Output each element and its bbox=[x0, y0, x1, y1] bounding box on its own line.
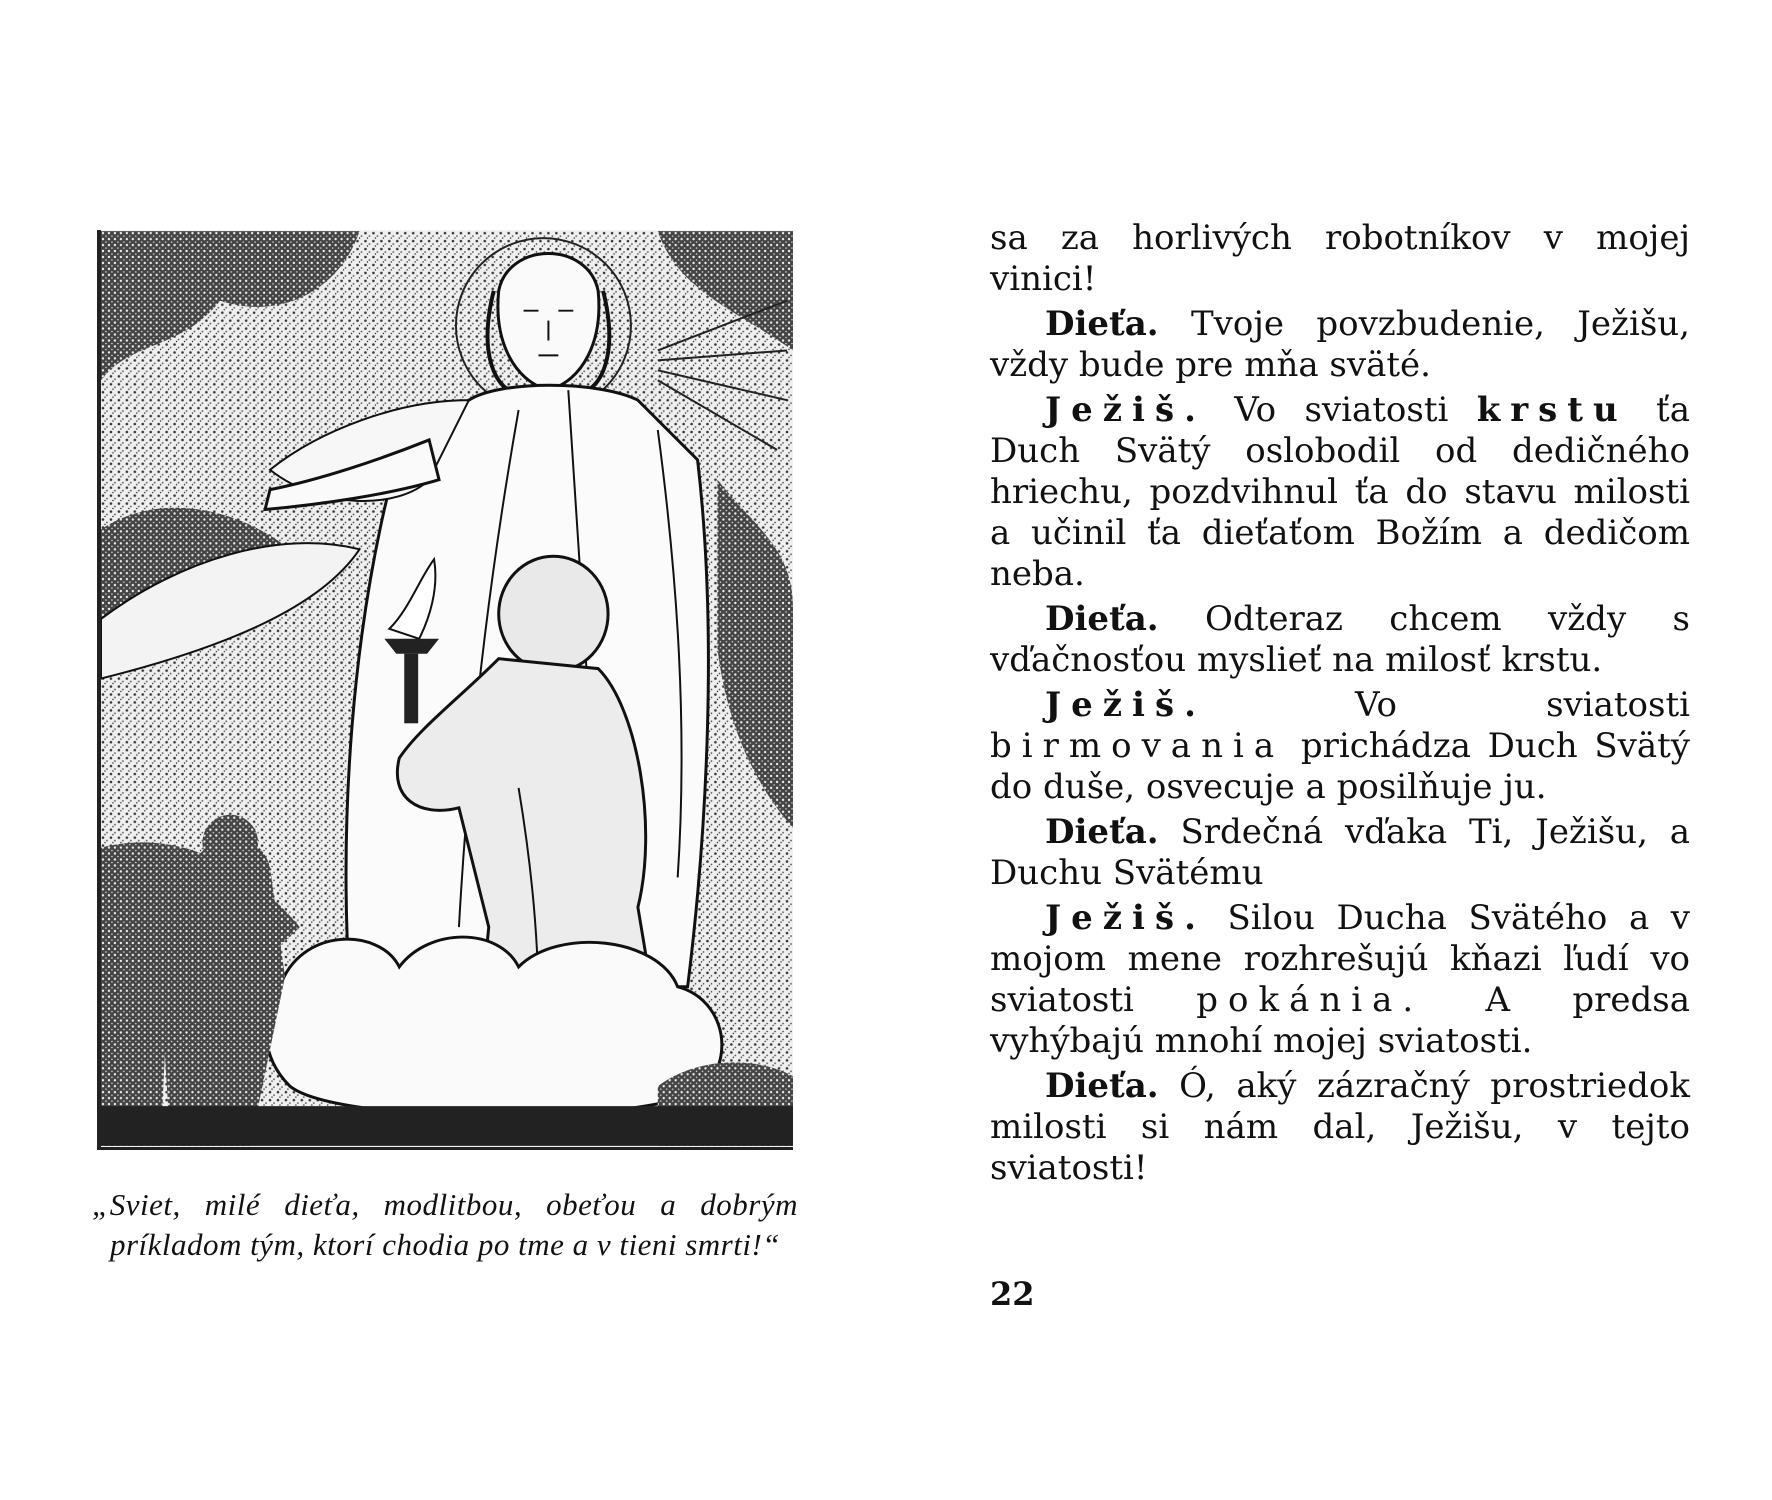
paragraph bbox=[990, 390, 1690, 595]
illustration-caption: „Sviet, milé dieťa, modlitbou, obeťou a dobrým príkladom tým, ktorí chodia po tme a v tieni smrti!“ bbox=[92, 1187, 798, 1262]
jesus-with-kneeling-child-illustration-icon bbox=[101, 230, 793, 1147]
speaker-label: Dieťa. bbox=[1045, 812, 1159, 852]
emphasized-term: krstu bbox=[1476, 390, 1628, 430]
speaker-label: Dieťa. bbox=[1045, 1066, 1159, 1106]
emphasized-term: pokánia. bbox=[1196, 980, 1424, 1020]
speaker-label: Ježiš. bbox=[1045, 390, 1206, 430]
speaker-label: Ježiš. bbox=[1045, 898, 1206, 938]
page-number: 22 bbox=[990, 1275, 1035, 1313]
paragraph-text: Vo sviatosti bbox=[1234, 390, 1449, 430]
paragraph bbox=[990, 218, 1690, 300]
speaker-label: Dieťa. bbox=[1045, 599, 1159, 639]
paragraph bbox=[990, 304, 1690, 386]
paragraph-text: Tvoje povzbudenie, Ježišu, vždy bude pre mňa sväté. bbox=[990, 304, 1690, 385]
paragraph bbox=[990, 599, 1690, 681]
paragraph-text: Vo sviatosti bbox=[1355, 685, 1690, 725]
paragraph bbox=[990, 1066, 1690, 1189]
paragraph-text: Odteraz chcem vždy s vďačnosťou myslieť na milosť krstu. bbox=[990, 599, 1691, 680]
paragraph bbox=[990, 898, 1690, 1062]
paragraph-text: prichádza Duch Svätý do duše, osvecuje a posilňuje ju. bbox=[990, 726, 1691, 807]
paragraph-text: sa za horlivých robotníkov v mojej vinici! bbox=[990, 218, 1690, 299]
paragraph-text: Silou Ducha Svätého a v mojom mene rozhrešujú kňazi ľudí vo sviatosti bbox=[990, 898, 1691, 1020]
paragraph-text: A predsa vyhýbajú mnohí mojej sviatosti. bbox=[990, 980, 1690, 1061]
speaker-label: Dieťa. bbox=[1045, 304, 1159, 344]
paragraph bbox=[990, 685, 1690, 808]
emphasized-term: birmovania bbox=[990, 726, 1285, 766]
paragraph bbox=[990, 812, 1690, 894]
paragraph-text: Ó, aký zázračný prostriedok milosti si nám dal, Ježišu, v tejto sviatosti! bbox=[990, 1066, 1690, 1188]
text-column bbox=[990, 218, 1690, 1193]
paragraph-text: ťa Duch Svätý oslobodil od dedičného hriechu, pozdvihnul ťa do stavu milosti a učinil ťa dieťaťom Božím a dedičom neba. bbox=[990, 390, 1690, 594]
speaker-label: Ježiš. bbox=[1045, 685, 1206, 725]
paragraph-text: Srdečná vďaka Ti, Ježišu, a Duchu Svätému bbox=[990, 812, 1691, 893]
illustration bbox=[97, 230, 793, 1150]
